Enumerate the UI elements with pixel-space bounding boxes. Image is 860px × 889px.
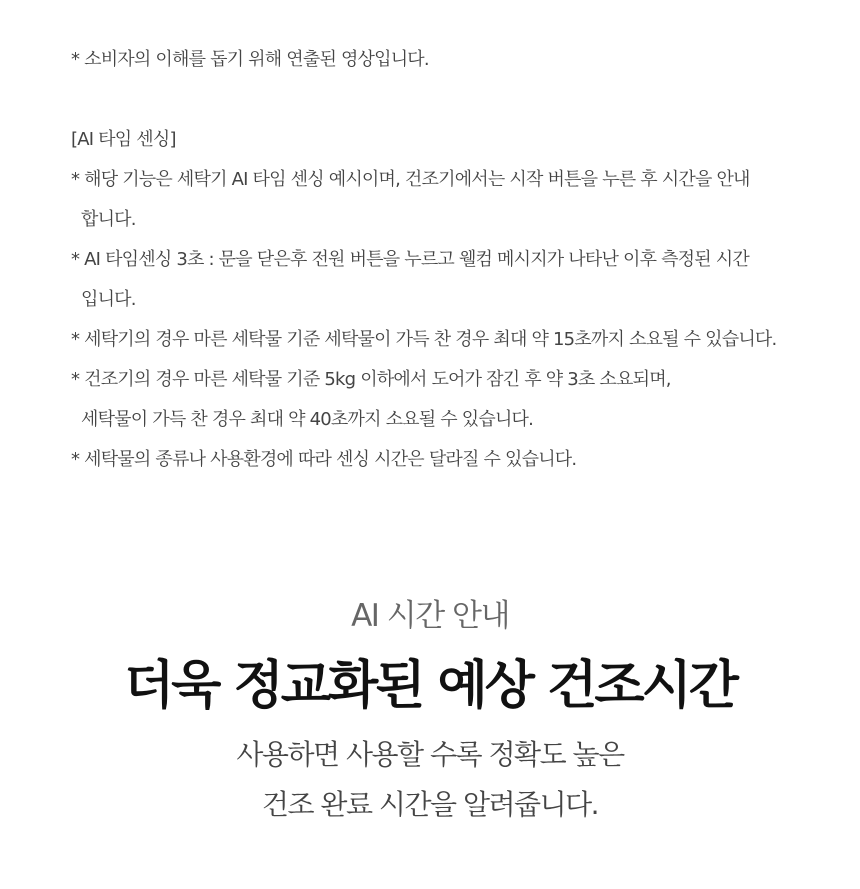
note-item: * 세탁기의 경우 마른 세탁물 기준 세탁물이 가득 찬 경우 최대 약 15초까지 소요될 수 있습니다.: [71, 329, 777, 350]
note-item-continuation: 입니다.: [81, 289, 136, 310]
disclaimer-text: * 소비자의 이해를 돕기 위해 연출된 영상입니다.: [71, 49, 429, 70]
feature-headline: 더욱 정교화된 예상 건조시간: [123, 656, 737, 716]
note-item: * 세탁물의 종류나 사용환경에 따라 센싱 시간은 달라질 수 있습니다.: [71, 449, 577, 470]
note-item: * 해당 기능은 세탁기 AI 타임 센싱 예시이며, 건조기에서는 시작 버튼을 누른 후 시간을 안내: [71, 169, 750, 190]
feature-eyebrow: AI 시간 안내: [351, 598, 509, 634]
feature-description-line: 건조 완료 시간을 알려줍니다.: [261, 788, 599, 821]
feature-description: [0, 730, 860, 830]
note-item-continuation: 세탁물이 가득 찬 경우 최대 약 40초까지 소요될 수 있습니다.: [81, 409, 534, 430]
feature-description-line: 사용하면 사용할 수록 정확도 높은: [236, 738, 624, 771]
spacer: [71, 80, 831, 120]
note-item: * 건조기의 경우 마른 세탁물 기준 5kg 이하에서 도어가 잠긴 후 약 3초 소요되며,: [71, 369, 671, 390]
disclaimer-notes: [71, 40, 831, 480]
note-item: * AI 타임센싱 3초 : 문을 닫은후 전원 버튼을 누르고 웰컴 메시지가 나타난 이후 측정된 시간: [71, 249, 749, 270]
note-item-continuation: 합니다.: [81, 209, 136, 230]
feature-section: [0, 590, 860, 830]
notes-section-label: [AI 타임 센싱]: [71, 129, 176, 150]
